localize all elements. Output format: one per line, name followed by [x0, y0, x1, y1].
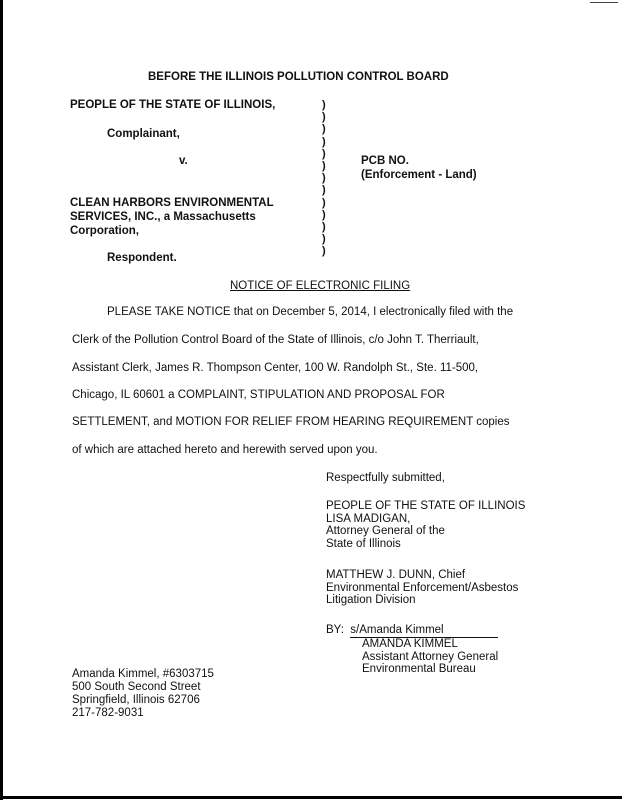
court-title: BEFORE THE ILLINOIS POLLUTION CONTROL BOARD [148, 71, 449, 83]
defendant-role: Respondent. [107, 252, 177, 264]
defendant-line-3: Corporation, [70, 225, 139, 237]
defendant-line-2: SERVICES, INC., a Massachusetts [70, 211, 256, 223]
e-signature: s/Amanda Kimmel [350, 624, 444, 636]
case-number-label: PCB NO. [361, 155, 409, 167]
versus: v. [179, 155, 188, 167]
notice-title: NOTICE OF ELECTRONIC FILING [230, 280, 411, 292]
notice-line-5: SETTLEMENT, and MOTION FOR RELIEF FROM HEARING REQUIREMENT copies [72, 416, 510, 428]
case-type: (Enforcement - Land) [361, 169, 477, 181]
notice-line-2: Clerk of the Pollution Control Board of the State of Illinois, c/o John T. Therriault, [72, 334, 479, 346]
signature-line: BY: s/Amanda Kimmel [326, 624, 566, 638]
notice-line-6: of which are attached hereto and herewith served upon you. [72, 444, 378, 456]
scan-mark-top [590, 2, 618, 3]
contact-block: Amanda Kimmel, #6303715 500 South Second Street Springfield, Illinois 62706 217-782-9031 [72, 668, 214, 719]
plaintiff-name: PEOPLE OF THE STATE OF ILLINOIS, [70, 99, 276, 111]
closing: Respectfully submitted, [326, 472, 445, 484]
scan-border-left [0, 0, 3, 800]
notice-line-4: Chicago, IL 60601 a COMPLAINT, STIPULATION AND PROPOSAL FOR [72, 389, 445, 401]
signer-block: AMANDA KIMMEL Assistant Attorney General Environmental Bureau [362, 638, 499, 675]
notice-line-1: PLEASE TAKE NOTICE that on December 5, 2014, I electronically filed with the [107, 306, 514, 318]
defendant-line-1: CLEAN HARBORS ENVIRONMENTAL [70, 197, 274, 209]
plaintiff-role: Complainant, [107, 128, 180, 140]
party-block: PEOPLE OF THE STATE OF ILLINOIS LISA MADIGAN, Attorney General of the State of Illinois [326, 500, 526, 550]
caption-parentheses: ) ) ) ) ) ) ) ) ) ) ) ) ) [322, 99, 326, 258]
notice-line-3: Assistant Clerk, James R. Thompson Center, 100 W. Randolph St., Ste. 11-500, [72, 362, 479, 374]
scan-border-bottom [0, 796, 622, 799]
chief-block: MATTHEW J. DUNN, Chief Environmental Enforcement/Asbestos Litigation Division [326, 569, 519, 606]
